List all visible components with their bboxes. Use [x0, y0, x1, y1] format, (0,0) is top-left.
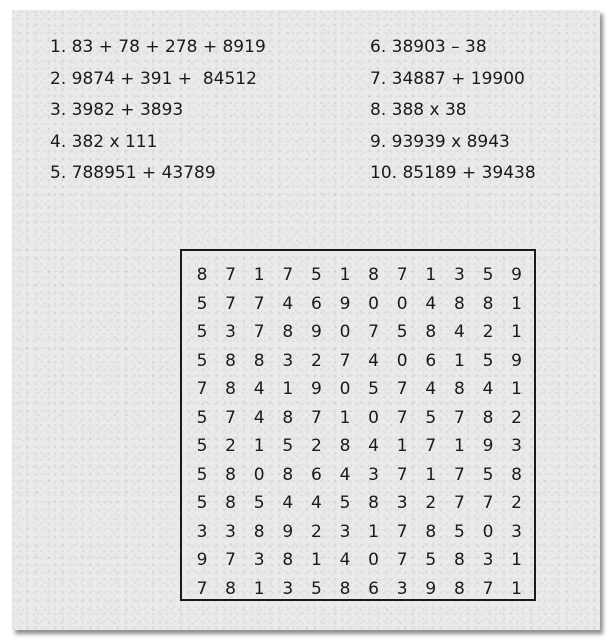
grid-cell[interactable]: 3: [396, 578, 408, 599]
grid-cell[interactable]: 4: [453, 322, 465, 342]
grid-cell[interactable]: 7: [453, 407, 465, 428]
grid-cell[interactable]: 7: [253, 322, 265, 342]
grid-cell[interactable]: 0: [253, 464, 265, 485]
grid-cell[interactable]: 7: [253, 293, 265, 314]
problem-list-left: [50, 32, 266, 190]
grid-cell[interactable]: 9: [482, 436, 494, 456]
grid-cell[interactable]: 3: [368, 464, 379, 485]
grid-cell[interactable]: 5: [196, 293, 208, 314]
grid-cell[interactable]: 7: [339, 350, 351, 371]
grid-cell[interactable]: 7: [225, 407, 236, 428]
number-search-grid: [180, 249, 536, 601]
problem-item: 4. 382 x 111: [50, 131, 158, 152]
grid-cell[interactable]: 7: [225, 265, 236, 285]
grid-cell[interactable]: 5: [310, 265, 322, 285]
grid-row: [182, 290, 534, 319]
grid-cell[interactable]: 5: [396, 322, 408, 342]
problem-item: 8. 388 x 38: [370, 100, 467, 120]
grid-cell[interactable]: 0: [396, 350, 408, 371]
grid-cell[interactable]: 5: [425, 550, 437, 570]
grid-row: [182, 261, 534, 290]
problem-list-right: [370, 32, 536, 190]
grid-cell[interactable]: 2: [511, 407, 522, 428]
grid-cell[interactable]: 7: [396, 464, 408, 485]
grid-cell[interactable]: 4: [368, 350, 379, 371]
grid-cell[interactable]: 5: [196, 436, 208, 456]
grid-cell[interactable]: 5: [196, 350, 208, 371]
grid-row: [182, 432, 534, 461]
grid-cell[interactable]: 8: [339, 578, 351, 599]
grid-cell[interactable]: 3: [196, 521, 208, 542]
problem-item: 9. 93939 x 8943: [370, 131, 510, 152]
grid-cell[interactable]: 8: [225, 464, 236, 485]
grid-cell[interactable]: 1: [511, 293, 522, 314]
grid-cell[interactable]: 5: [196, 407, 208, 428]
grid-cell[interactable]: 4: [482, 379, 494, 399]
grid-cell[interactable]: 8: [425, 322, 437, 342]
grid-row: [182, 318, 534, 347]
grid-cell[interactable]: 8: [453, 578, 465, 599]
problem-item: 7. 34887 + 19900: [370, 68, 525, 89]
grid-cell[interactable]: 3: [482, 550, 494, 570]
grid-cell[interactable]: 8: [225, 578, 236, 599]
grid-row: [182, 518, 534, 547]
grid-cell[interactable]: 8: [225, 493, 236, 513]
grid-cell[interactable]: 5: [339, 493, 351, 513]
grid-cell[interactable]: 0: [368, 293, 379, 314]
grid-cell[interactable]: 8: [282, 322, 294, 342]
grid-cell[interactable]: 9: [196, 550, 208, 570]
grid-cell[interactable]: 9: [310, 379, 322, 399]
grid-cell[interactable]: 7: [310, 407, 322, 428]
grid-cell[interactable]: 5: [368, 379, 379, 399]
grid-row: [182, 489, 534, 518]
grid-cell[interactable]: 2: [511, 493, 522, 513]
grid-row: [182, 575, 534, 604]
grid-cell[interactable]: 5: [482, 265, 494, 285]
grid-cell[interactable]: 7: [396, 265, 408, 285]
grid-cell[interactable]: 9: [282, 521, 294, 542]
grid-row: [182, 404, 534, 433]
grid-cell[interactable]: 0: [396, 293, 408, 314]
grid-cell[interactable]: 1: [253, 578, 265, 599]
grid-cell[interactable]: 8: [253, 521, 265, 542]
grid-row: [182, 546, 534, 575]
grid-cell[interactable]: 1: [453, 436, 465, 456]
grid-cell[interactable]: 3: [225, 322, 236, 342]
grid-cell[interactable]: 0: [482, 521, 494, 542]
grid-cell[interactable]: 8: [368, 493, 379, 513]
grid-cell[interactable]: 7: [425, 436, 437, 456]
grid-cell[interactable]: 1: [339, 407, 351, 428]
grid-cell[interactable]: 8: [196, 265, 208, 285]
grid-cell[interactable]: 8: [339, 436, 351, 456]
problem-item: 2. 9874 + 391 + 84512: [50, 68, 257, 89]
grid-cell[interactable]: 1: [511, 379, 522, 399]
grid-cell[interactable]: 0: [368, 550, 379, 570]
grid-cell[interactable]: 9: [339, 293, 351, 314]
grid-cell[interactable]: 1: [368, 521, 379, 542]
grid-cell[interactable]: 8: [282, 407, 294, 428]
grid-cell[interactable]: 3: [282, 578, 294, 599]
grid-cell[interactable]: 1: [396, 436, 408, 456]
grid-cell[interactable]: 1: [253, 436, 265, 456]
grid-cell[interactable]: 2: [310, 350, 322, 371]
grid-cell[interactable]: 5: [310, 578, 322, 599]
grid-cell[interactable]: 4: [368, 436, 379, 456]
grid-cell[interactable]: 4: [310, 493, 322, 513]
grid-cell[interactable]: 7: [453, 493, 465, 513]
problem-item: 3. 3982 + 3893: [50, 100, 184, 120]
grid-cell[interactable]: 7: [482, 578, 494, 599]
grid-row: [182, 461, 534, 490]
grid-cell[interactable]: 3: [339, 521, 351, 542]
problem-item: 5. 788951 + 43789: [50, 163, 216, 183]
grid-cell[interactable]: 3: [282, 350, 294, 371]
grid-cell[interactable]: 8: [253, 350, 265, 371]
grid-cell[interactable]: 5: [482, 350, 494, 371]
grid-cell[interactable]: 7: [368, 322, 379, 342]
grid-cell[interactable]: 5: [196, 493, 208, 513]
grid-cell[interactable]: 1: [425, 464, 437, 485]
grid-cell[interactable]: 8: [225, 350, 236, 371]
grid-cell[interactable]: 0: [339, 322, 351, 342]
grid-cell[interactable]: 9: [511, 350, 522, 371]
grid-cell[interactable]: 3: [453, 265, 465, 285]
grid-cell[interactable]: 6: [310, 464, 322, 485]
grid-cell[interactable]: 8: [368, 265, 379, 285]
grid-cell[interactable]: 8: [225, 379, 236, 399]
grid-cell[interactable]: 6: [425, 350, 437, 371]
grid-cell[interactable]: 2: [225, 436, 236, 456]
grid-cell[interactable]: 5: [196, 322, 208, 342]
grid-cell[interactable]: 9: [511, 265, 522, 285]
grid-cell[interactable]: 1: [511, 578, 522, 599]
grid-row: [182, 375, 534, 404]
grid-cell[interactable]: 7: [196, 379, 208, 399]
problem-item: 6. 38903 – 38: [370, 37, 487, 57]
grid-cell[interactable]: 7: [282, 265, 294, 285]
grid-cell[interactable]: 7: [396, 521, 408, 542]
grid-cell[interactable]: 7: [225, 550, 236, 570]
grid-cell[interactable]: 8: [453, 550, 465, 570]
grid-cell[interactable]: 3: [253, 550, 265, 570]
grid-cell[interactable]: 6: [368, 578, 379, 599]
grid-cell[interactable]: 1: [282, 379, 294, 399]
grid-cell[interactable]: 8: [482, 407, 494, 428]
grid-cell[interactable]: 1: [425, 265, 437, 285]
grid-cell[interactable]: 4: [425, 293, 437, 314]
grid-cell[interactable]: 8: [425, 521, 437, 542]
grid-cell[interactable]: 4: [253, 407, 265, 428]
grid-cell[interactable]: 1: [453, 350, 465, 371]
grid-cell[interactable]: 1: [310, 550, 322, 570]
grid-cell[interactable]: 2: [310, 436, 322, 456]
grid-cell[interactable]: 6: [310, 293, 322, 314]
grid-cell[interactable]: 4: [253, 379, 265, 399]
grid-cell[interactable]: 2: [425, 493, 437, 513]
grid-cell[interactable]: 3: [511, 436, 522, 456]
grid-cell[interactable]: 3: [511, 521, 522, 542]
grid-cell[interactable]: 5: [453, 521, 465, 542]
grid-cell[interactable]: 9: [425, 578, 437, 599]
grid-cell[interactable]: 4: [282, 493, 294, 513]
grid-cell[interactable]: 7: [196, 578, 208, 599]
grid-cell[interactable]: 1: [511, 550, 522, 570]
grid-cell[interactable]: 7: [396, 407, 408, 428]
grid-cell[interactable]: 2: [482, 322, 494, 342]
grid-cell[interactable]: 5: [253, 493, 265, 513]
grid-cell[interactable]: 3: [396, 493, 408, 513]
grid-cell[interactable]: 0: [339, 379, 351, 399]
grid-cell[interactable]: 5: [482, 464, 494, 485]
grid-cell[interactable]: 1: [511, 322, 522, 342]
grid-cell[interactable]: 4: [339, 464, 351, 485]
grid-cell[interactable]: 1: [253, 265, 265, 285]
grid-cell[interactable]: 4: [425, 379, 437, 399]
grid-cell[interactable]: 1: [339, 265, 351, 285]
problem-item: 10. 85189 + 39438: [370, 163, 536, 183]
grid-cell[interactable]: 4: [339, 550, 351, 570]
grid-cell[interactable]: 7: [396, 550, 408, 570]
grid-cell[interactable]: 5: [425, 407, 437, 428]
grid-cell[interactable]: 9: [310, 322, 322, 342]
grid-cell[interactable]: 8: [282, 464, 294, 485]
grid-cell[interactable]: 8: [282, 550, 294, 570]
grid-cell[interactable]: 2: [310, 521, 322, 542]
grid-cell[interactable]: 7: [482, 493, 494, 513]
grid-cell[interactable]: 4: [282, 293, 294, 314]
grid-cell[interactable]: 0: [368, 407, 379, 428]
problem-item: 1. 83 + 78 + 278 + 8919: [50, 37, 266, 57]
grid-cell[interactable]: 8: [511, 464, 522, 485]
grid-cell[interactable]: 7: [396, 379, 408, 399]
grid-cell[interactable]: 8: [453, 379, 465, 399]
grid-cell[interactable]: 3: [225, 521, 236, 542]
grid-cell[interactable]: 8: [453, 293, 465, 314]
grid-cell[interactable]: 7: [225, 293, 236, 314]
grid-cell[interactable]: 8: [482, 293, 494, 314]
grid-cell[interactable]: 7: [453, 464, 465, 485]
grid-cell[interactable]: 5: [282, 436, 294, 456]
grid-cell[interactable]: 5: [196, 464, 208, 485]
grid-row: [182, 347, 534, 376]
